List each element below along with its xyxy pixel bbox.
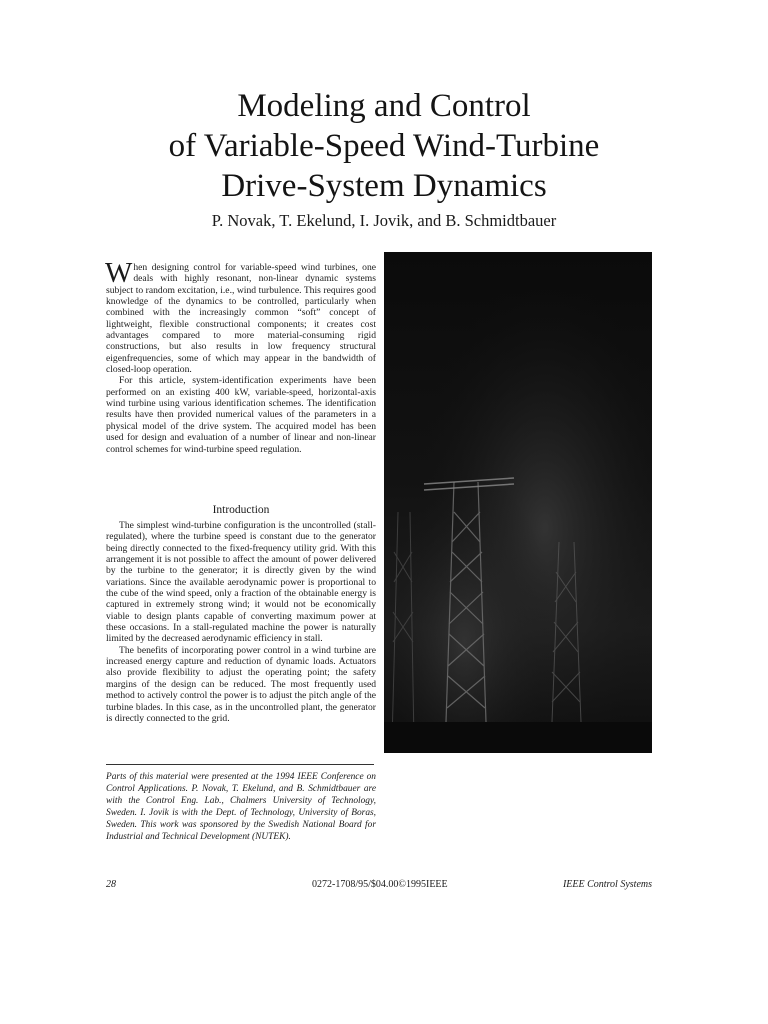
footnote: Parts of this material were presented at the 1994 IEEE Conference on Control Applications. P. Novak, T. Ekelund, and B. Schmidtbauer are with the Control Eng. Lab., Chalmers University of Technology, Sweden. I. Jovik is with the Dept. of Technology, University of Boras, Sweden. This work was sponsored by the Swedish National Board for Industrial and Technical Development (NUTEK). — [106, 772, 376, 842]
wind-turbine-photo — [384, 252, 652, 753]
copyright-code: 0272-1708/95/$04.00©1995IEEE — [312, 879, 448, 890]
introduction-section — [106, 503, 376, 724]
title-line-1: Modeling and Control — [237, 88, 531, 124]
introduction-paragraph-1: The simplest wind-turbine configuration is the uncontrolled (stall-regulated), where the turbine speed is constant due to the generator being directly connected to the fixed-frequency utility grid. With this arrangement it is not possible to affect the amount of power delivered by the turbine to the generator; it is directly given by the wind variations. Since the available aerodynamic power is proportional to the cube of the wind speed, only a fraction of the obtainable energy is captured in extremely strong wind; it would not be economically viable to design plants capable of converting maximum power at these occasions. In a stall-regulated machine the power is naturally limited by the decreased aerodynamic efficiency in stall. — [106, 520, 376, 645]
drop-cap: W — [105, 257, 133, 289]
footnote-divider — [106, 764, 374, 765]
title-line-3: Drive-System Dynamics — [221, 168, 547, 204]
introduction-paragraph-2: The benefits of incorporating power control in a wind turbine are increased energy capture and reduction of dynamic loads. Actuators also provide flexibility to adjust the operating point; the safety margins of the design can be reduced. The most frequently used method to actively control the power is to adjust the pitch angle of the turbine blades. In this case, as in the uncontrolled plant, the generator is directly connected to the grid. — [106, 644, 376, 724]
article-title — [100, 86, 668, 206]
abstract-section — [105, 257, 376, 455]
abstract-paragraph-1 — [105, 257, 376, 376]
title-line-2: of Variable-Speed Wind-Turbine — [168, 128, 600, 164]
abstract-paragraph-2: For this article, system-identification experiments have been performed on an existing 400 kW, variable-speed, horizontal-axis wind turbine using various identification schemes. The identification results have then provided numerical values of the parameters in a physical model of the drive system. The acquired model has been used for design and evaluation of a number of linear and non-linear control schemes for wind-turbine speed regulation. — [106, 375, 376, 455]
author-list: P. Novak, T. Ekelund, I. Jovik, and B. Schmidtbauer — [211, 211, 557, 230]
journal-name: IEEE Control Systems — [562, 879, 652, 890]
abstract-paragraph-1-text: hen designing control for variable-speed wind turbines, one deals with highly resonant, non-linear dynamic systems subject to random excitation, i.e., wind turbulence. This requires good knowledge of the dynamics to be controlled, particularly when combined with the increasingly common “soft” concept of lightweight, flexible constructional components; it creates cost advantages compared to more material-consuming rigid constructions, but also results in low frequency structural eigenfrequencies, some of which may appear in the bandwidth of closed-loop operation. — [106, 262, 376, 376]
page-number: 28 — [106, 879, 116, 890]
introduction-heading: Introduction — [212, 504, 270, 516]
